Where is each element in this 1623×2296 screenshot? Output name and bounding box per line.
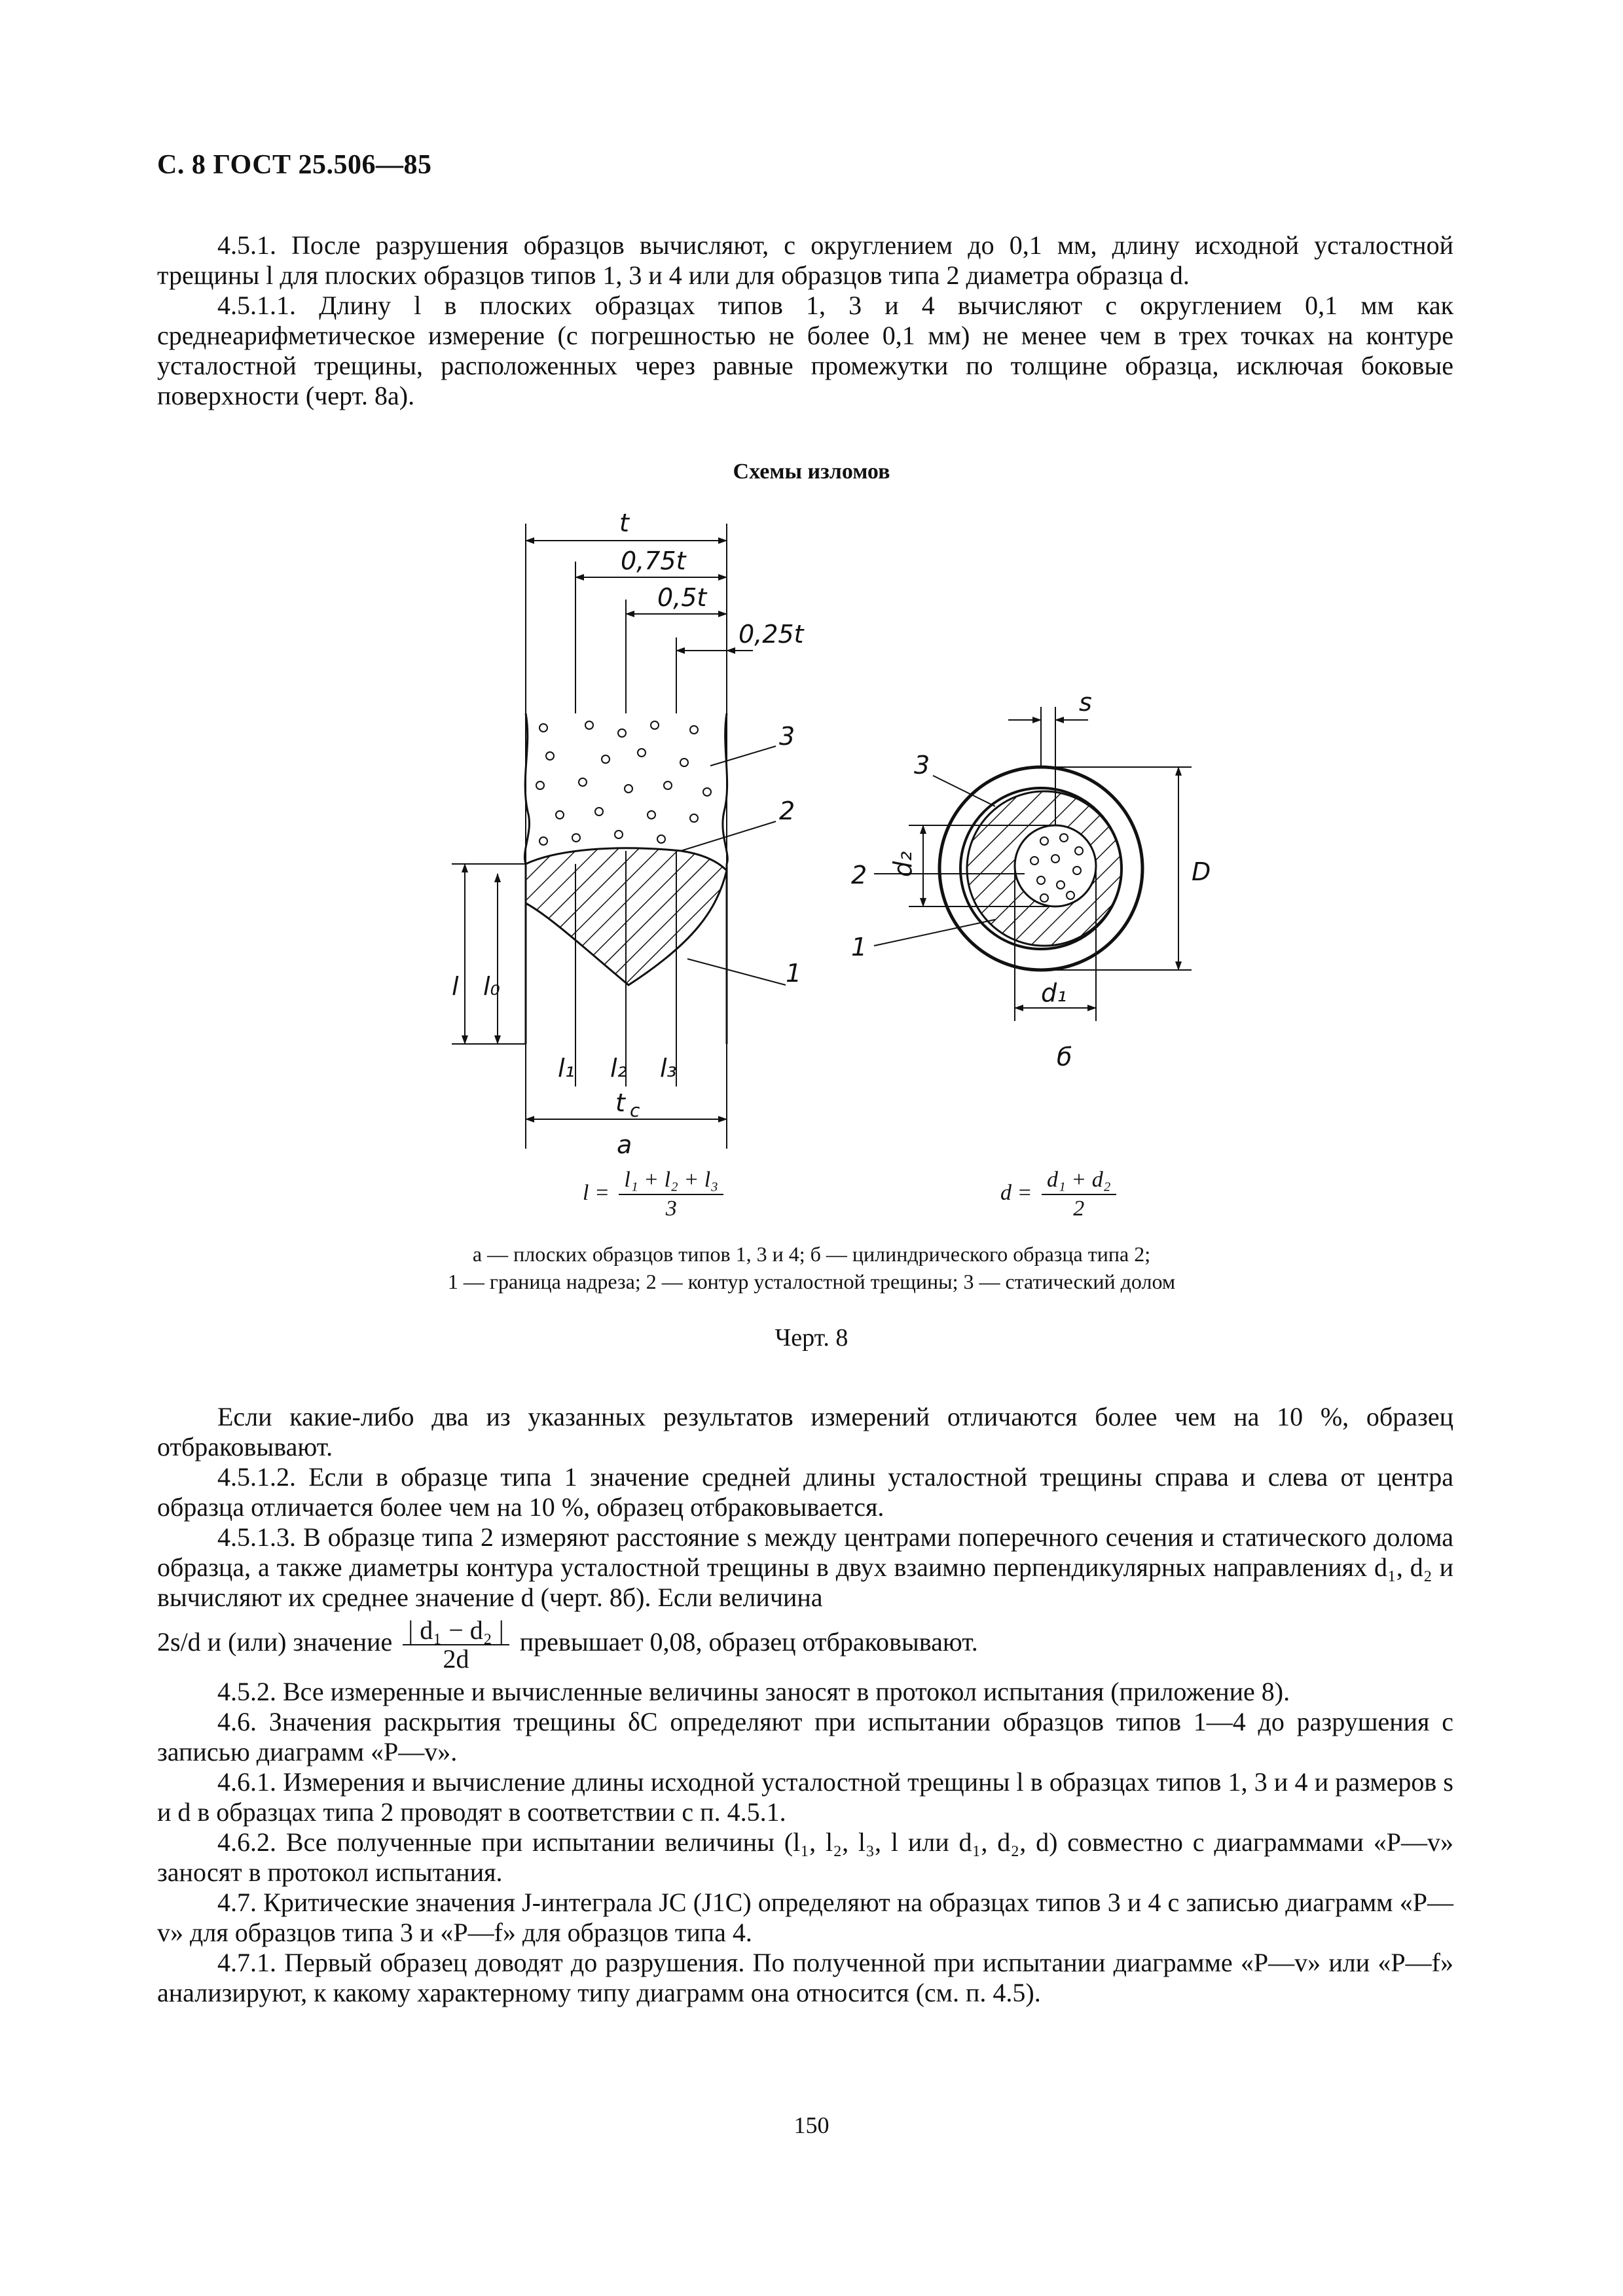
- panel-a-labels: [452, 509, 805, 1159]
- svg-text:d₁: d₁: [1041, 978, 1067, 1007]
- svg-text:2: 2: [779, 797, 795, 825]
- svg-text:l₃: l₃: [660, 1054, 677, 1083]
- svg-text:l₂: l₂: [610, 1054, 627, 1083]
- paragraph-4-5-1-1: 4.5.1.1. Длину l в плоских образцах типов 1, 3 и 4 вычисляют с округлением 0,1 мм как среднеарифметическое измерение (с погрешностью не более 0,1 мм) не менее чем в трех точках на контуре усталостной трещины, расположенных через равные промежутки по толщине образца, исключая боковые поверхности (черт. 8а).: [157, 291, 1453, 410]
- formula-b: [1000, 1166, 1120, 1223]
- svg-text:3: 3: [914, 751, 930, 780]
- formula-b-numerator: d₁ + d₂: [1042, 1166, 1116, 1195]
- svg-text:а: а: [617, 1130, 632, 1159]
- formula-b-denominator: 2: [1073, 1196, 1085, 1221]
- panel-a-dots: [536, 721, 711, 845]
- paragraph-4-5-1-3-continuation: [157, 1617, 1453, 1673]
- formula-a-fraction: [619, 1166, 723, 1223]
- figure-caption: [0, 1240, 1623, 1295]
- svg-text:3: 3: [779, 722, 795, 751]
- svg-text:c: c: [630, 1100, 640, 1121]
- caption-line-2: 1 — граница надреза; 2 — контур усталостной трещины; 3 — статический долом: [447, 1270, 1176, 1293]
- svg-text:0,5t: 0,5t: [657, 583, 707, 612]
- svg-text:2: 2: [851, 861, 867, 889]
- formula-b-lhs: d =: [1000, 1180, 1032, 1205]
- criterion-fraction: [403, 1617, 509, 1673]
- svg-text:l₁: l₁: [558, 1054, 575, 1083]
- bottom-text: [157, 1402, 1453, 2008]
- caption-line-1: а — плоских образцов типов 1, 3 и 4; б — цилиндрического образца типа 2;: [472, 1242, 1151, 1266]
- svg-text:l: l: [452, 972, 459, 1001]
- continuation-before: 2s/d и (или) значение: [157, 1627, 393, 1657]
- svg-text:1: 1: [786, 959, 802, 988]
- svg-text:1: 1: [851, 933, 867, 961]
- paragraph-4-7: 4.7. Критические значения J-интеграла JC (J1C) определяют на образцах типов 3 и 4 с записью диаграмм «P—v» для образцов типа 3 и «P—f» для образцов типа 4.: [157, 1888, 1453, 1947]
- svg-text:0,75t: 0,75t: [621, 547, 686, 575]
- svg-text:l₀: l₀: [483, 972, 500, 1001]
- criterion-denominator: 2d: [443, 1644, 469, 1674]
- formula-a-numerator: l₁ + l₂ + l₃: [619, 1166, 723, 1195]
- svg-text:t: t: [619, 509, 629, 537]
- paragraph-4-5-1-2: 4.5.1.2. Если в образце типа 1 значение средней длины усталостной трещины справа и слева от центра образца отличается более чем на 10 %, образец отбраковывается.: [157, 1462, 1453, 1522]
- formula-a-lhs: l =: [583, 1180, 610, 1205]
- figure-title: Схемы изломов: [733, 459, 890, 484]
- paragraph-4-5-2: 4.5.2. Все измеренные и вычисленные величины заносят в протокол испытания (приложение 8).: [217, 1677, 1290, 1706]
- paragraph-4-6-1: 4.6.1. Измерения и вычисление длины исходной усталостной трещины l в образцах типов 1, 3 и 4 и размеров s и d в образцах типа 2 проводят в соответствии с п. 4.5.1.: [157, 1767, 1453, 1827]
- svg-text:d₂: d₂: [888, 851, 917, 877]
- svg-text:s: s: [1079, 688, 1092, 717]
- paragraph-4-6: 4.6. Значения раскрытия трещины δC определяют при испытании образцов типов 1—4 до разрушения с записью диаграмм «P—v».: [157, 1707, 1453, 1767]
- svg-text:б: б: [1057, 1043, 1072, 1071]
- formula-a-denominator: 3: [665, 1196, 677, 1221]
- continuation-after: превышает 0,08, образец отбраковывают.: [519, 1627, 978, 1657]
- svg-text:0,25t: 0,25t: [739, 620, 804, 649]
- paragraph-rejection: Если какие-либо два из указанных результатов измерений отличаются более чем на 10 %, образец отбраковывают.: [157, 1402, 1453, 1462]
- criterion-numerator: | d₁ − d₂ |: [403, 1617, 509, 1645]
- figure-number: Черт. 8: [775, 1324, 848, 1352]
- svg-text:t: t: [615, 1088, 625, 1117]
- paragraph-4-5-1-3: 4.5.1.3. В образце типа 2 измеряют расстояние s между центрами поперечного сечения и статического долома образца, а также диаметры контура усталостной трещины в двух взаимно перпендикулярных направлениях d₁, d₂ и вычисляют их среднее значение d (черт. 8б). Если величина: [157, 1522, 1453, 1612]
- paragraph-4-5-1: 4.5.1. После разрушения образцов вычисляют, с округлением до 0,1 мм, длину исходной усталостной трещины l для плоских образцов типов 1, 3 и 4 или для образцов типа 2 диаметра образца d.: [157, 230, 1453, 290]
- running-head: С. 8 ГОСТ 25.506—85: [157, 150, 432, 180]
- formula-b-fraction: [1042, 1166, 1116, 1223]
- page-number: 150: [793, 2112, 830, 2138]
- paragraph-4-7-1: 4.7.1. Первый образец доводят до разрушения. По полученной при испытании диаграмме «P—v» или «P—f» анализируют, к какому характерному типу диаграмм она относится (см. п. 4.5).: [157, 1948, 1453, 2007]
- formula-a: [583, 1166, 727, 1223]
- paragraph-4-6-2: 4.6.2. Все полученные при испытании величины (l₁, l₂, l₃, l или d₁, d₂, d) совместно с диаграммами «P—v» заносят в протокол испытания.: [157, 1827, 1453, 1887]
- svg-text:D: D: [1192, 857, 1211, 886]
